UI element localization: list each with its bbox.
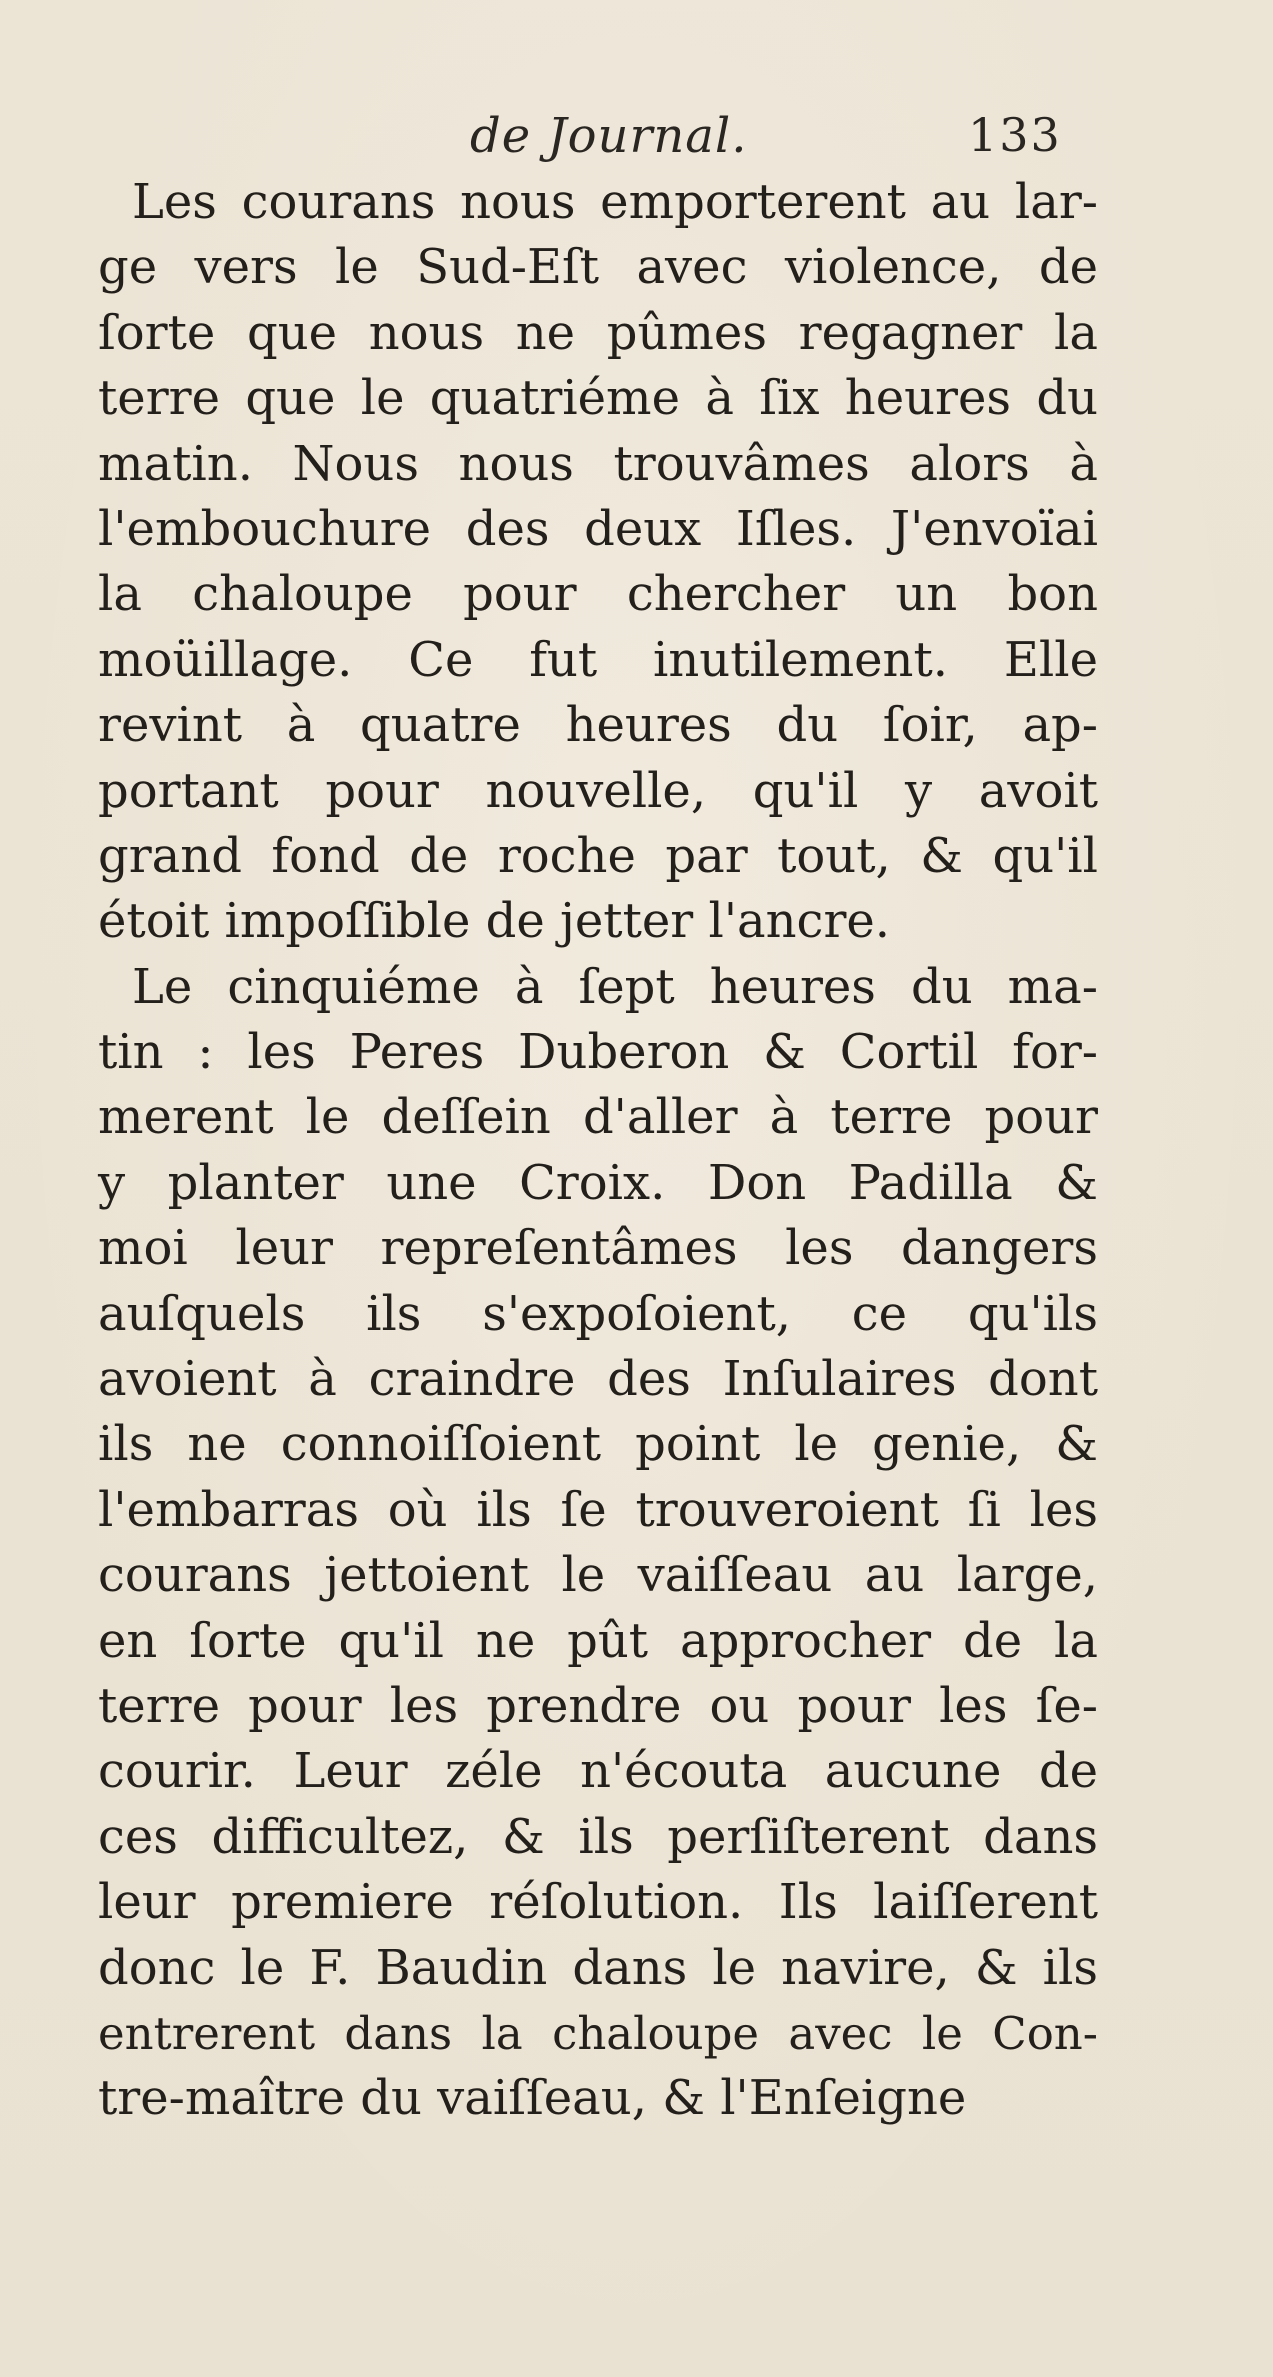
text-line: grand fond de roche par tout, & qu'il	[98, 827, 1098, 884]
text-line: étoit impoſſible de jetter l'ancre.	[98, 893, 891, 950]
text-line: entrerent dans la chaloupe avec le Con-	[98, 2006, 1098, 2060]
text-line: Les courans nous emporterent au lar-	[132, 174, 1098, 230]
text-line: moüillage. Ce fut inutilement. Elle	[98, 631, 1098, 688]
text-line: donc le F. Baudin dans le navire, & ils	[98, 1939, 1098, 1996]
text-line: tre-maître du vaiſſeau, & l'Enſeigne	[98, 2070, 967, 2127]
text-line: courir. Leur zéle n'écouta aucune de	[98, 1743, 1098, 1800]
paragraph-2	[98, 955, 1098, 2132]
text-line: ces difficultez, & ils perſiſterent dans	[98, 1808, 1098, 1865]
text-line: portant pour nouvelle, qu'il y avoit	[98, 762, 1098, 819]
text-line: revint à quatre heures du ſoir, ap-	[98, 697, 1098, 754]
text-line: merent le deſſein d'aller à terre pour	[98, 1089, 1098, 1146]
text-line: leur premiere réſolution. Ils laiſſerent	[98, 1874, 1098, 1931]
text-line: la chaloupe pour chercher un bon	[98, 566, 1098, 623]
text-line: en ſorte qu'il ne pût approcher de la	[98, 1612, 1098, 1669]
text-line: ge vers le Sud-Eſt avec violence, de	[98, 239, 1098, 296]
text-line: y planter une Croix. Don Padilla &	[98, 1154, 1098, 1211]
page-number: 133	[968, 108, 1062, 162]
text-line: terre que le quatriéme à ſix heures du	[98, 370, 1098, 427]
text-line: moi leur repreſentâmes les dangers	[98, 1220, 1098, 1277]
text-line: l'embouchure des deux Iſles. J'envoïai	[98, 500, 1098, 557]
running-title: de Journal.	[470, 108, 748, 164]
text-line: l'embarras où ils ſe trouveroient ſi les	[98, 1481, 1098, 1538]
text-line: courans jettoient le vaiſſeau au large,	[98, 1547, 1098, 1604]
page-header	[0, 108, 1273, 178]
text-line: Le cinquiéme à ſept heures du ma-	[132, 958, 1098, 1015]
text-line: terre pour les prendre ou pour les ſe-	[98, 1677, 1098, 1734]
text-line: avoient à craindre des Inſulaires dont	[98, 1351, 1098, 1408]
paragraph-1	[98, 170, 1098, 955]
text-line: matin. Nous nous trouvâmes alors à	[98, 435, 1098, 492]
text-line: ſorte que nous ne pûmes regagner la	[98, 304, 1098, 361]
text-line: auſquels ils s'expoſoient, ce qu'ils	[98, 1285, 1098, 1342]
text-line: tin : les Peres Duberon & Cortil for-	[98, 1024, 1098, 1081]
text-line: ils ne connoiſſoient point le genie, &	[98, 1416, 1098, 1473]
body-text	[98, 170, 1098, 2132]
